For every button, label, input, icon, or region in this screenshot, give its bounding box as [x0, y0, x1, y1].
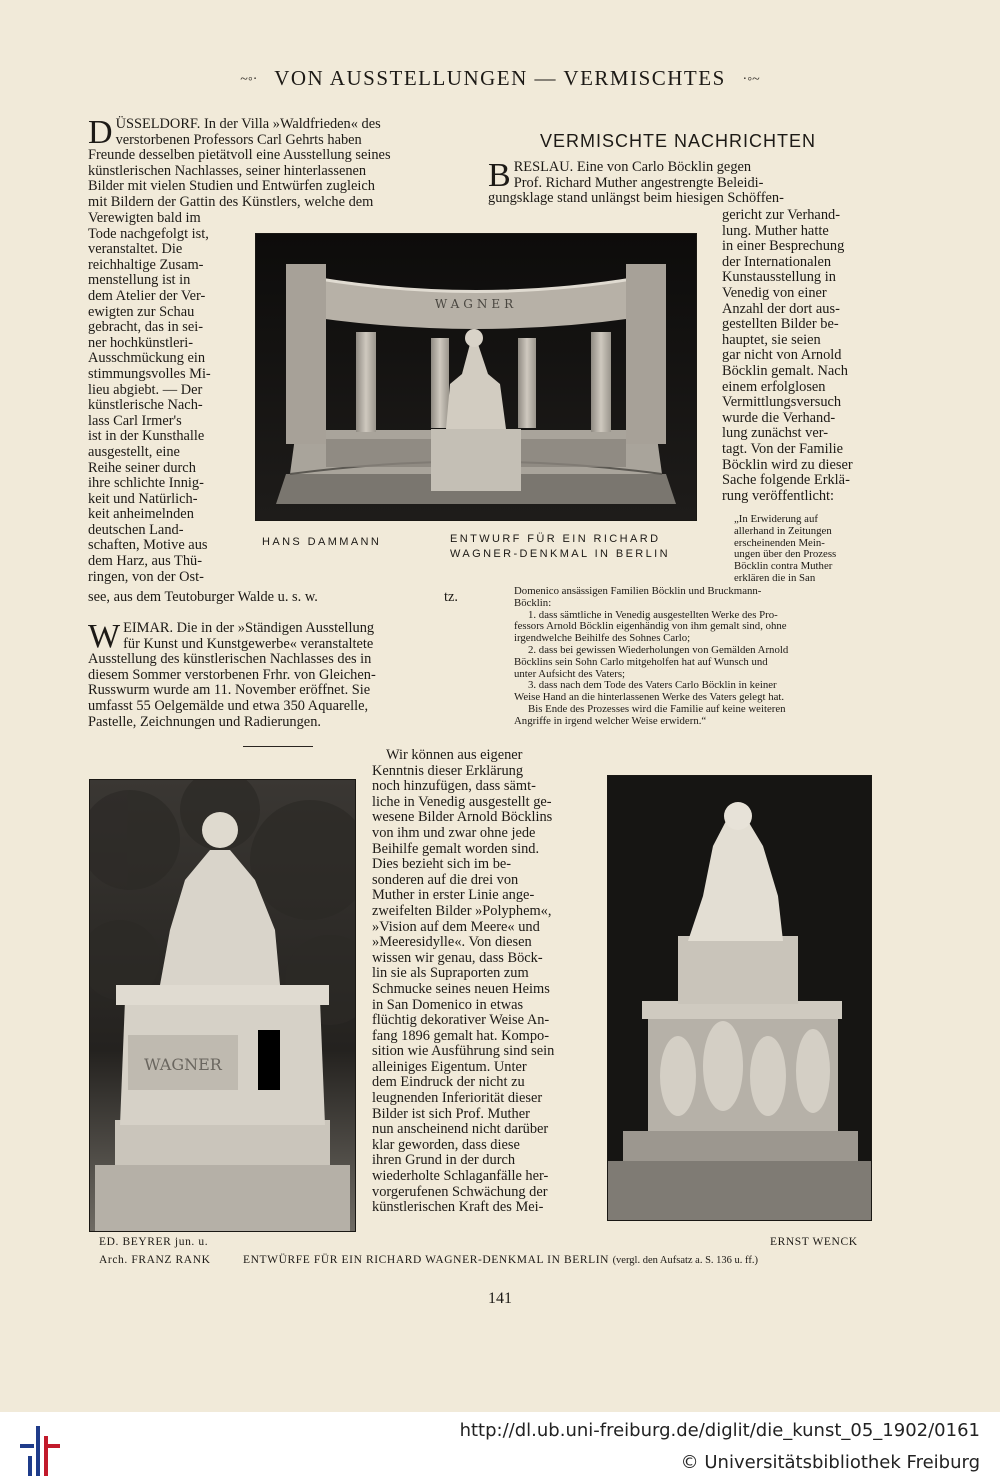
text-line: fang 1896 gemalt hat. Kompo- — [372, 1027, 550, 1044]
text-line: künstlerischen Nachlasses, seiner hinterlassenen — [88, 162, 367, 179]
text-line: dem Harz, aus Thü- — [88, 553, 203, 570]
caption-beyrer: ED. BEYRER jun. u. — [99, 1236, 209, 1248]
dropcap-b: B — [488, 157, 511, 194]
text-line: leugnenden Inferiorität dieser — [372, 1090, 543, 1107]
text-line: Böcklin wird zu dieser — [722, 456, 853, 473]
running-header-title: VON AUSSTELLUNGEN — VERMISCHTES — [274, 66, 726, 90]
text-line: Böcklins sein Sohn Carlo mitgeholfen hat auf Wunsch und — [514, 655, 768, 668]
text-line: in einer Besprechung — [722, 238, 845, 255]
library-logo-icon — [18, 1420, 62, 1476]
text-line: Bis Ende des Prozesses wird die Familie auf keine weiteren — [528, 702, 786, 715]
text-line: lung zunächst ver- — [722, 425, 829, 442]
text-line: Wir können aus eigener — [386, 747, 523, 763]
section-divider — [243, 746, 313, 747]
text-line: ungen über den Prozess — [734, 548, 837, 561]
dropcap-w: W — [88, 618, 121, 655]
text-line: 1. dass sämtliche in Venedig ausgestellten Werke des Pro- — [528, 608, 778, 621]
text-line: Sache folgende Erklä- — [722, 472, 850, 489]
caption-wenck: ERNST WENCK — [770, 1236, 858, 1248]
text-line: see, aus dem Teutoburger Walde u. s. w. — [88, 589, 318, 605]
continuation-column — [372, 748, 586, 1216]
text-line: Angriffe in irgend welcher Weise erwidern.“ — [514, 714, 707, 727]
text-line: Beihilfe gemalt worden sind. — [372, 840, 540, 857]
text-line: wissen wir genau, dass Böck- — [372, 949, 543, 966]
text-line: für Kunst und Kunstgewerbe« veranstaltete — [123, 635, 374, 652]
pedestal-inscription: WAGNER — [144, 1055, 222, 1074]
text-line: künstlerischen Kraft des Mei- — [372, 1199, 544, 1216]
text-line: noch hinzufügen, dass sämt- — [372, 778, 536, 795]
left-ornament: ~◦· — [240, 72, 258, 88]
text-line: Reihe seiner durch — [88, 459, 196, 476]
text-line: Böcklin: — [514, 596, 552, 609]
viewer-footer — [0, 1412, 1000, 1483]
text-line: ist in der Kunsthalle — [88, 428, 205, 445]
text-line: 2. dass bei gewissen Wiederholungen von Gemälden Arnold — [528, 643, 789, 656]
text-line: Freunde desselben pietätvoll eine Ausstellung seines — [88, 147, 391, 164]
text-line: ner hochkünstleri- — [88, 334, 194, 351]
text-line: Kenntnis dieser Erklärung — [372, 762, 524, 779]
text-line: von ihm und zwar ohne jede — [372, 824, 536, 841]
text-line: unter Aufsicht des Vaters; — [514, 667, 626, 680]
weimar-paragraph — [88, 618, 466, 730]
caption-entwuerfe-title: ENTWÜRFE FÜR EIN RICHARD WAGNER-DENKMAL IN BERLIN — [243, 1254, 610, 1266]
text-line: RESLAU. Eine von Carlo Böcklin gegen — [513, 159, 752, 175]
text-line: mit Bildern der Gattin des Künstlers, welche dem — [88, 193, 374, 210]
text-line: ihren Grund in der durch — [372, 1152, 516, 1169]
text-line: wesene Bilder Arnold Böcklins — [372, 809, 553, 826]
text-line: Weise Hand an die hinterlassenen Werke des Vaters gelegt hat. — [514, 691, 785, 704]
text-line: dem Eindruck der nicht zu — [372, 1074, 525, 1091]
dropcap-d: D — [88, 114, 113, 151]
text-line: 3. dass nach dem Tode des Vaters Carlo Böcklin in keiner — [528, 679, 777, 692]
text-line: ÜSSELDORF. In der Villa »Waldfrieden« des — [115, 116, 381, 132]
text-line: rung veröffentlicht: — [722, 487, 835, 504]
text-line: deutschen Land- — [88, 521, 184, 538]
wenck-monument-photo — [607, 775, 872, 1221]
text-line: künstlerische Nach- — [88, 397, 203, 414]
text-line: Kunstausstellung in — [722, 269, 836, 286]
text-line: keit und Natürlich- — [88, 490, 198, 507]
statement-quote-narrow — [734, 514, 868, 585]
text-line: schaften, Motive aus — [88, 537, 208, 554]
text-line: ewigten zur Schau — [88, 303, 195, 320]
duesseldorf-last-line — [88, 590, 464, 606]
text-line: Dies bezieht sich im be- — [372, 856, 512, 873]
text-line: verstorbenen Professors Carl Gehrts haben — [115, 131, 362, 148]
text-line: vorgerufenen Schwächung der — [372, 1183, 548, 1200]
text-line: Verewigten bald im — [88, 210, 201, 226]
duesseldorf-narrow-column — [88, 211, 232, 585]
text-line: »Vision auf dem Meere« und — [372, 918, 540, 935]
monument-illustration — [608, 776, 871, 1220]
text-line: Bilder ist sich Prof. Muther — [372, 1105, 530, 1122]
caption-entwuerfe — [243, 1254, 758, 1266]
text-line: menstellung ist in — [88, 272, 191, 289]
text-line: gebracht, das in sei- — [88, 319, 204, 336]
text-line: dem Atelier der Ver- — [88, 287, 206, 304]
text-line: Russwurm wurde am 11. November eröffnet. Sie — [88, 682, 371, 699]
text-line: einem erfolglosen — [722, 378, 826, 395]
caption-entwurf-2: WAGNER-DENKMAL IN BERLIN — [450, 548, 670, 560]
text-line: Böcklin contra Muther — [734, 560, 833, 573]
text-line: hauptet, sie seien — [722, 331, 821, 348]
right-ornament: ·◦~ — [742, 72, 760, 88]
text-line: fessors Arnold Böcklin eigenhändig von ihm gemalt sind, ohne — [514, 620, 787, 633]
text-line: ringen, von der Ost- — [88, 568, 204, 585]
text-line: Pastelle, Zeichnungen und Radierungen. — [88, 713, 321, 730]
text-line: diesem Sommer verstorbenen Frhr. von Gleichen- — [88, 666, 376, 683]
text-line: Anzahl der dort aus- — [722, 300, 840, 317]
text-line: irgendwelche Beihilfe des Sohnes Carlo; — [514, 632, 691, 645]
text-line: wiederholte Schlaganfälle her- — [372, 1168, 549, 1185]
monument-illustration — [90, 780, 355, 1231]
text-line: veranstaltet. Die — [88, 241, 183, 258]
text-line: zweifelten Bilder »Polyphem«, — [372, 902, 552, 919]
text-line: Venedig von einer — [722, 284, 827, 301]
text-line: gericht zur Verhand- — [722, 207, 841, 223]
author-signature: tz. — [444, 589, 458, 605]
caption-rank: Arch. FRANZ RANK — [99, 1254, 211, 1266]
text-line: in San Domenico in etwas — [372, 996, 524, 1013]
text-line: lieu abgiebt. — Der — [88, 381, 203, 398]
frieze-inscription: WAGNER — [434, 297, 518, 311]
text-line: „In Erwiderung auf — [734, 513, 818, 525]
text-line: Ausstellung des künstlerischen Nachlasses des in — [88, 651, 372, 668]
text-line: gar nicht von Arnold — [722, 347, 842, 364]
text-line: flüchtig dekorativer Weise An- — [372, 1012, 550, 1029]
text-line: keit anheimelnden — [88, 506, 194, 523]
text-line: EIMAR. Die in der »Ständigen Ausstellung — [123, 620, 375, 636]
text-line: ihre schlichte Innig- — [88, 475, 204, 492]
copyright-notice: © Universitätsbibliothek Freiburg — [680, 1452, 980, 1473]
breslau-narrow-column — [722, 208, 868, 504]
text-line: erscheinenden Mein- — [734, 536, 825, 549]
duesseldorf-paragraph — [88, 114, 464, 211]
duesseldorf-lines — [88, 114, 464, 151]
permalink-url[interactable]: http://dl.ub.uni-freiburg.de/diglit/die_kunst_05_1902/0161 — [459, 1420, 980, 1441]
beyrer-monument-photo — [89, 779, 356, 1232]
text-line: wurde die Verhand- — [722, 409, 836, 426]
text-line: Prof. Richard Muther angestrengte Beleidi- — [513, 174, 764, 191]
dammann-monument-photo — [255, 233, 697, 521]
caption-dammann: HANS DAMMANN — [262, 536, 382, 548]
text-line: sonderen auf die drei von — [372, 871, 519, 888]
text-line: tagt. Von der Familie — [722, 440, 843, 457]
text-line: gestellten Bilder be- — [722, 316, 839, 333]
text-line: Domenico ansässigen Familien Böcklin und Bruckmann- — [514, 585, 762, 597]
breslau-paragraph — [488, 157, 868, 207]
text-line: alleiniges Eigentum. Unter — [372, 1058, 527, 1075]
text-line: Bilder mit vielen Studien und Entwürfen zugleich — [88, 178, 375, 195]
monument-illustration — [256, 234, 696, 520]
text-line: Muther in erster Linie ange- — [372, 887, 535, 904]
text-line: umfasst 55 Oelgemälde und etwa 350 Aquarelle, — [88, 697, 369, 714]
text-line: Ausschmückung ein — [88, 350, 206, 367]
text-line: stimmungsvolles Mi- — [88, 365, 211, 382]
text-line: ausgestellt, eine — [88, 443, 180, 460]
text-line: Böcklin gemalt. Nach — [722, 362, 848, 379]
running-header — [0, 66, 1000, 91]
text-line: lin sie als Supraporten zum — [372, 965, 529, 982]
caption-entwurf-1: ENTWURF FÜR EIN RICHARD — [450, 533, 661, 545]
caption-reference-note: (vergl. den Aufsatz a. S. 136 u. ff.) — [612, 1255, 758, 1266]
text-line: lass Carl Irmer's — [88, 412, 182, 429]
text-line: der Internationalen — [722, 253, 832, 270]
text-line: nun anscheinend nicht darüber — [372, 1121, 549, 1138]
text-line: erklären die in San — [734, 571, 816, 584]
text-line: Tode nachgefolgt ist, — [88, 225, 209, 242]
text-line: lung. Muther hatte — [722, 222, 829, 239]
section-heading: VERMISCHTE NACHRICHTEN — [539, 131, 816, 151]
text-line: allerhand in Zeitungen — [734, 524, 832, 537]
text-line: reichhaltige Zusam- — [88, 256, 204, 273]
text-line: klar geworden, dass diese — [372, 1136, 520, 1153]
text-line: liche in Venedig ausgestellt ge- — [372, 793, 552, 810]
statement-quote — [514, 586, 870, 728]
text-line: Vermittlungsversuch — [722, 394, 842, 411]
page-number: 141 — [488, 1290, 512, 1307]
text-line: gungsklage stand unlängst beim hiesigen Schöffen- — [488, 190, 784, 207]
text-line: »Meeresidylle«. Von diesen — [372, 934, 532, 951]
text-line: sition wie Ausführung sind sein — [372, 1043, 555, 1060]
text-line: Schmucke seines neuen Heims — [372, 980, 550, 997]
